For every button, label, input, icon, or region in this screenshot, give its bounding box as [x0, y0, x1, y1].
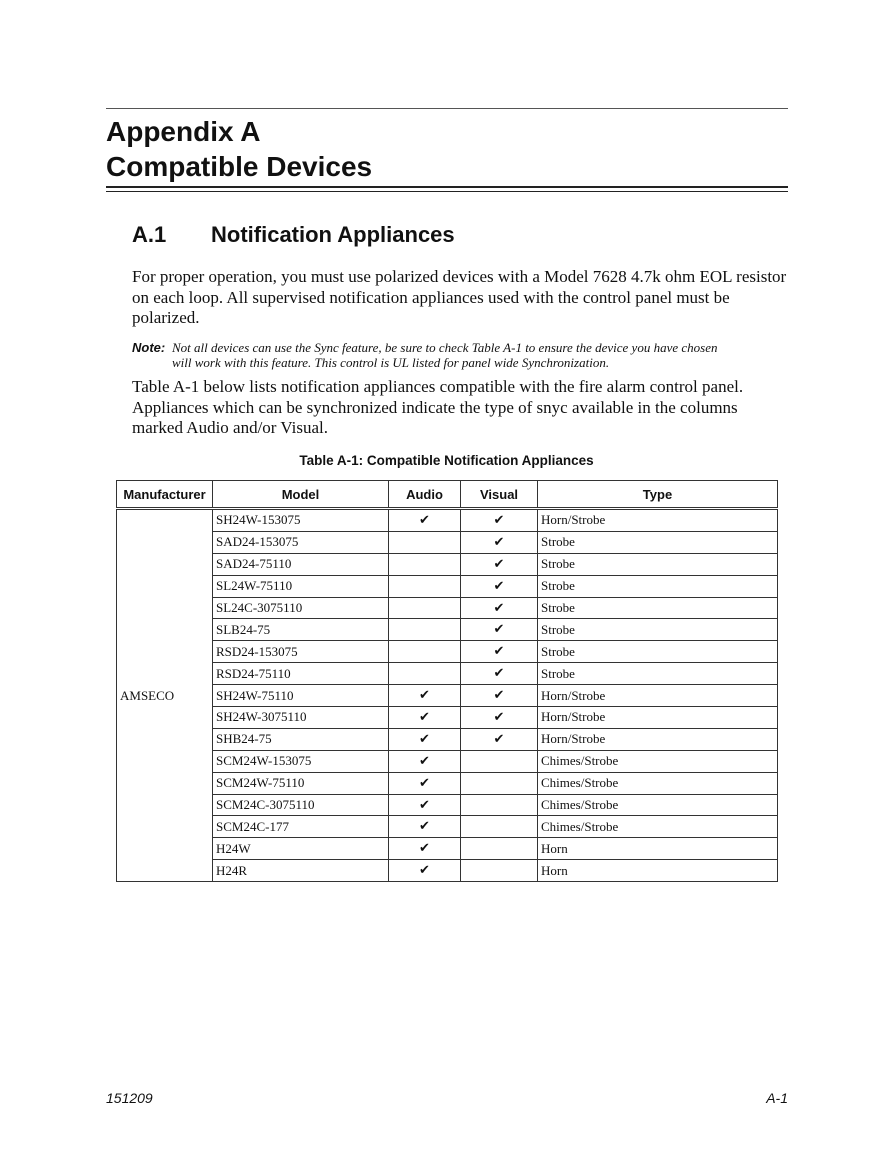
audio-check-cell	[389, 597, 461, 619]
compatible-appliances-table	[116, 480, 778, 882]
visual-check-cell: ✔	[461, 509, 538, 532]
visual-check-cell: ✔	[461, 575, 538, 597]
table-row	[117, 772, 778, 794]
audio-check-cell: ✔	[389, 509, 461, 532]
audio-check-cell	[389, 663, 461, 685]
footer-page-number: A-1	[766, 1090, 788, 1106]
table-row	[117, 663, 778, 685]
visual-check-cell: ✔	[461, 553, 538, 575]
table-row	[117, 685, 778, 707]
table-row	[117, 728, 778, 750]
model-cell: SCM24W-153075	[213, 750, 389, 772]
footer-doc-number: 151209	[106, 1090, 153, 1106]
type-cell: Strobe	[538, 641, 778, 663]
table-intro-paragraph: Table A-1 below lists notification appliances compatible with the fire alarm control panel. Appliances which can be synchronized indicate the type of snyc available in the columns marked Audio and/or Visual.	[132, 377, 744, 437]
table-row	[117, 509, 778, 532]
audio-check-cell: ✔	[389, 772, 461, 794]
model-cell: SL24C-3075110	[213, 597, 389, 619]
table-row	[117, 707, 778, 729]
table-row	[117, 597, 778, 619]
header-type: Type	[538, 481, 778, 509]
model-cell: RSD24-153075	[213, 641, 389, 663]
table-row	[117, 575, 778, 597]
header-audio: Audio	[389, 481, 461, 509]
model-cell: SCM24C-3075110	[213, 794, 389, 816]
type-cell: Horn/Strobe	[538, 707, 778, 729]
chapter-title	[106, 114, 372, 184]
visual-check-cell	[461, 750, 538, 772]
table-caption: Table A-1: Compatible Notification Appliances	[299, 453, 594, 468]
type-cell: Horn	[538, 860, 778, 882]
manufacturer-cell: AMSECO	[117, 509, 213, 882]
audio-check-cell: ✔	[389, 816, 461, 838]
section-heading	[132, 221, 455, 249]
model-cell: SH24W-75110	[213, 685, 389, 707]
note-text-line1: Not all devices can use the Sync feature, be sure to check Table A-1 to ensure the device you have chosen	[172, 340, 718, 355]
title-double-rule	[106, 186, 788, 192]
visual-check-cell	[461, 772, 538, 794]
type-cell: Strobe	[538, 663, 778, 685]
note-label: Note:	[132, 340, 166, 355]
visual-check-cell: ✔	[461, 531, 538, 553]
audio-check-cell	[389, 531, 461, 553]
model-cell: SHB24-75	[213, 728, 389, 750]
visual-check-cell: ✔	[461, 663, 538, 685]
type-cell: Horn/Strobe	[538, 509, 778, 532]
table-header-row	[117, 481, 778, 509]
table-row	[117, 531, 778, 553]
type-cell: Horn/Strobe	[538, 685, 778, 707]
table-row	[117, 553, 778, 575]
audio-check-cell: ✔	[389, 728, 461, 750]
model-cell: H24W	[213, 838, 389, 860]
section-title: Notification Appliances	[211, 222, 455, 247]
table-row	[117, 860, 778, 882]
type-cell: Chimes/Strobe	[538, 750, 778, 772]
chapter-title-line2: Compatible Devices	[106, 151, 373, 182]
audio-check-cell: ✔	[389, 707, 461, 729]
visual-check-cell	[461, 816, 538, 838]
table-row	[117, 838, 778, 860]
audio-check-cell: ✔	[389, 750, 461, 772]
visual-check-cell: ✔	[461, 641, 538, 663]
model-cell: SH24W-3075110	[213, 707, 389, 729]
header-manufacturer: Manufacturer	[117, 481, 213, 509]
table-row	[117, 641, 778, 663]
model-cell: SAD24-75110	[213, 553, 389, 575]
table-row	[117, 750, 778, 772]
model-cell: SCM24W-75110	[213, 772, 389, 794]
model-cell: SH24W-153075	[213, 509, 389, 532]
header-model: Model	[213, 481, 389, 509]
section-number: A.1	[132, 222, 167, 247]
type-cell: Chimes/Strobe	[538, 772, 778, 794]
table-row	[117, 619, 778, 641]
type-cell: Horn/Strobe	[538, 728, 778, 750]
type-cell: Strobe	[538, 619, 778, 641]
model-cell: SL24W-75110	[213, 575, 389, 597]
model-cell: SAD24-153075	[213, 531, 389, 553]
table-body	[117, 509, 778, 882]
top-rule	[106, 108, 788, 109]
type-cell: Chimes/Strobe	[538, 816, 778, 838]
visual-check-cell: ✔	[461, 707, 538, 729]
chapter-title-line1: Appendix A	[106, 116, 261, 147]
header-visual: Visual	[461, 481, 538, 509]
audio-check-cell: ✔	[389, 838, 461, 860]
type-cell: Strobe	[538, 531, 778, 553]
audio-check-cell	[389, 641, 461, 663]
visual-check-cell: ✔	[461, 685, 538, 707]
model-cell: H24R	[213, 860, 389, 882]
intro-paragraph: For proper operation, you must use polarized devices with a Model 7628 4.7k ohm EOL resistor on each loop. All supervised notification appliances used with the control panel must be polarized.	[132, 267, 787, 327]
table-row	[117, 794, 778, 816]
type-cell: Chimes/Strobe	[538, 794, 778, 816]
audio-check-cell: ✔	[389, 685, 461, 707]
visual-check-cell	[461, 860, 538, 882]
type-cell: Strobe	[538, 553, 778, 575]
table-row	[117, 816, 778, 838]
visual-check-cell	[461, 794, 538, 816]
model-cell: SCM24C-177	[213, 816, 389, 838]
audio-check-cell	[389, 619, 461, 641]
sync-note	[132, 340, 792, 370]
audio-check-cell: ✔	[389, 860, 461, 882]
model-cell: SLB24-75	[213, 619, 389, 641]
type-cell: Strobe	[538, 575, 778, 597]
type-cell: Strobe	[538, 597, 778, 619]
note-text-line2: will work with this feature. This control is UL listed for panel wide Synchronization.	[172, 355, 610, 370]
visual-check-cell: ✔	[461, 728, 538, 750]
audio-check-cell	[389, 553, 461, 575]
type-cell: Horn	[538, 838, 778, 860]
model-cell: RSD24-75110	[213, 663, 389, 685]
visual-check-cell	[461, 838, 538, 860]
audio-check-cell	[389, 575, 461, 597]
audio-check-cell: ✔	[389, 794, 461, 816]
visual-check-cell: ✔	[461, 597, 538, 619]
visual-check-cell: ✔	[461, 619, 538, 641]
